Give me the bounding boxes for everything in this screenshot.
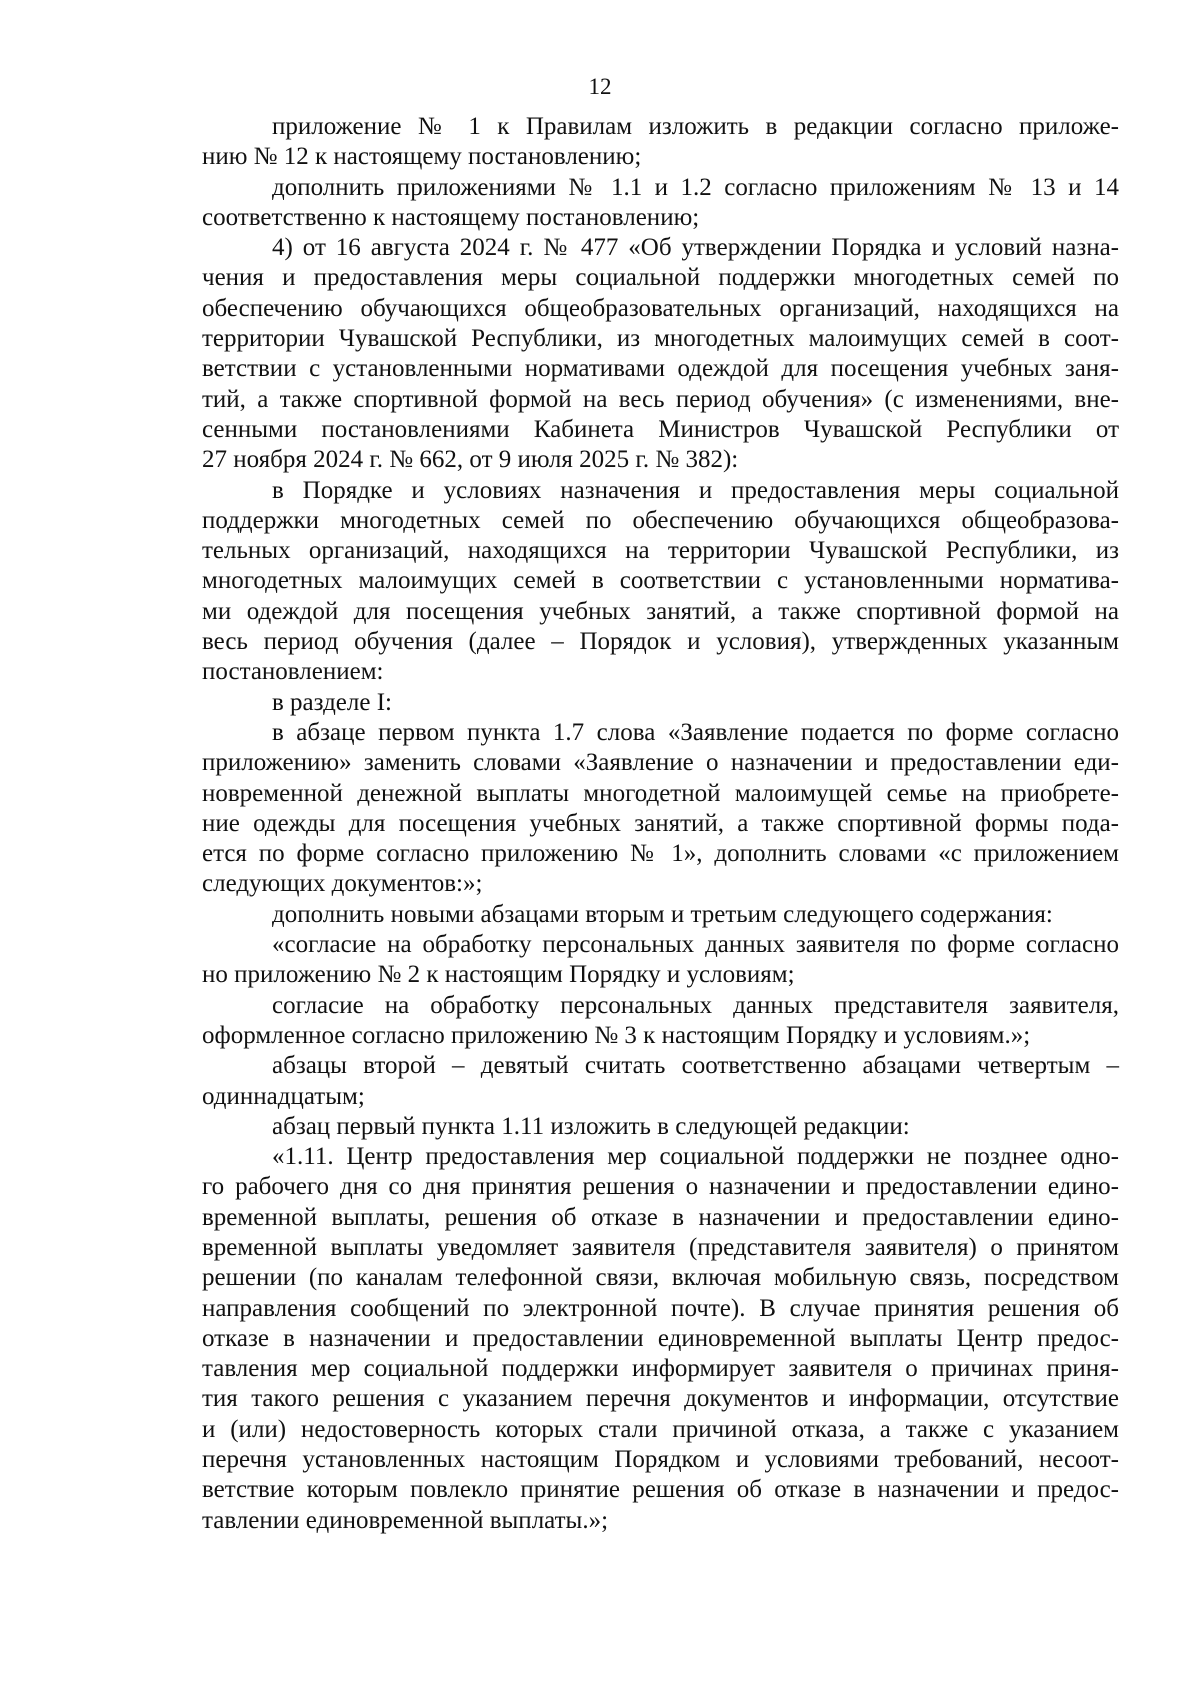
- text-line: следующих документов:»;: [202, 870, 483, 898]
- text-line: в Порядке и условиях назначения и предоставления меры социальной: [272, 476, 1119, 504]
- text-line: согласие на обработку персональных данных представителя заявителя,: [272, 991, 1119, 1019]
- paragraph: [202, 688, 1119, 718]
- page-number: 12: [588, 74, 612, 99]
- text-line: в абзаце первом пункта 1.7 слова «Заявление подается по форме согласно: [272, 718, 1119, 746]
- text-line: многодетных малоимущих семей в соответствии с установленными норматива-: [202, 567, 1119, 595]
- text-line: но приложению № 2 к настоящим Порядку и условиям;: [202, 961, 795, 989]
- text-line: 4) от 16 августа 2024 г. № 477 «Об утверждении Порядка и условий назна-: [272, 234, 1119, 262]
- text-line: постановлением:: [202, 658, 384, 686]
- paragraph: [202, 233, 1119, 475]
- text-line: временной выплаты, решения об отказе в назначении и предоставлении едино-: [202, 1203, 1119, 1231]
- text-line: соответственно к настоящему постановлению;: [202, 203, 700, 231]
- text-line: абзацы второй – девятый считать соответственно абзацами четвертым –: [272, 1052, 1119, 1080]
- paragraph: [202, 900, 1119, 930]
- text-line: в разделе I:: [272, 688, 392, 716]
- text-line: тавлении единовременной выплаты.»;: [202, 1506, 609, 1534]
- paragraph: [202, 112, 1119, 173]
- text-line: отказе в назначении и предоставлении единовременной выплаты Центр предос-: [202, 1324, 1119, 1352]
- text-line: обеспечению обучающихся общеобразовательных организаций, находящихся на: [202, 294, 1119, 322]
- text-line: оформленное согласно приложению № 3 к настоящим Порядку и условиям.»;: [202, 1021, 1031, 1049]
- text-line: приложение № 1 к Правилам изложить в редакции согласно приложе-: [272, 113, 1119, 140]
- text-line: «1.11. Центр предоставления мер социальной поддержки не позднее одно-: [272, 1143, 1119, 1171]
- paragraph: [202, 930, 1119, 991]
- text-line: тия такого решения с указанием перечня документов и информации, отсутствие: [202, 1385, 1119, 1413]
- text-line: нию № 12 к настоящему постановлению;: [202, 143, 642, 171]
- text-line: тий, а также спортивной формой на весь период обучения» (с изменениями, вне-: [202, 385, 1119, 413]
- text-line: ние одежды для посещения учебных занятий, а также спортивной формы пода-: [202, 809, 1119, 837]
- text-line: временной выплаты уведомляет заявителя (представителя заявителя) о принятом: [202, 1233, 1119, 1261]
- text-line: тельных организаций, находящихся на территории Чувашской Республики, из: [202, 537, 1119, 565]
- text-line: весь период обучения (далее – Порядок и условия), утвержденных указанным: [202, 628, 1119, 656]
- text-line: сенными постановлениями Кабинета Министров Чувашской Республики от: [202, 415, 1119, 443]
- paragraph: [202, 718, 1119, 900]
- text-line: решении (по каналам телефонной связи, включая мобильную связь, посредством: [202, 1264, 1119, 1292]
- text-line: ветствие которым повлекло принятие решения об отказе в назначении и предос-: [202, 1476, 1119, 1504]
- text-line: территории Чувашской Республики, из многодетных малоимущих семей в соот-: [202, 325, 1119, 353]
- text-line: го рабочего дня со дня принятия решения о назначении и предоставлении едино-: [202, 1173, 1119, 1201]
- text-line: приложению» заменить словами «Заявление о назначении и предоставлении еди-: [202, 749, 1119, 777]
- text-line: направления сообщений по электронной почте). В случае принятия решения об: [202, 1294, 1119, 1322]
- paragraph: [202, 476, 1119, 688]
- text-line: тавления мер социальной поддержки информирует заявителя о причинах приня-: [202, 1355, 1119, 1383]
- text-line: поддержки многодетных семей по обеспечению обучающихся общеобразова-: [202, 506, 1119, 534]
- text-line: ми одеждой для посещения учебных занятий, а также спортивной формой на: [202, 597, 1119, 625]
- paragraph: [202, 1051, 1119, 1112]
- text-line: «согласие на обработку персональных данных заявителя по форме согласно: [272, 931, 1119, 959]
- text-line: дополнить приложениями № 1.1 и 1.2 согласно приложениям № 13 и 14: [272, 173, 1119, 201]
- text-line: 27 ноября 2024 г. № 662, от 9 июля 2025 г. № 382):: [202, 446, 739, 474]
- text-line: и (или) недостоверность которых стали причиной отказа, а также с указанием: [202, 1415, 1119, 1443]
- text-line: одиннадцатым;: [202, 1082, 365, 1110]
- paragraph: [202, 1142, 1119, 1536]
- document-body: [202, 112, 1119, 1536]
- paragraph: [202, 991, 1119, 1052]
- text-line: дополнить новыми абзацами вторым и третьим следующего содержания:: [272, 900, 1053, 928]
- text-line: ется по форме согласно приложению № 1», дополнить словами «с приложением: [202, 840, 1119, 868]
- text-line: абзац первый пункта 1.11 изложить в следующей редакции:: [272, 1112, 910, 1140]
- paragraph: [202, 1112, 1119, 1142]
- text-line: новременной денежной выплаты многодетной малоимущей семье на приобрете-: [202, 779, 1119, 807]
- text-line: перечня установленных настоящим Порядком и условиями требований, несоот-: [202, 1446, 1119, 1474]
- text-line: чения и предоставления меры социальной поддержки многодетных семей по: [202, 264, 1119, 292]
- text-line: ветствии с установленными нормативами одеждой для посещения учебных заня-: [202, 355, 1119, 383]
- paragraph: [202, 173, 1119, 234]
